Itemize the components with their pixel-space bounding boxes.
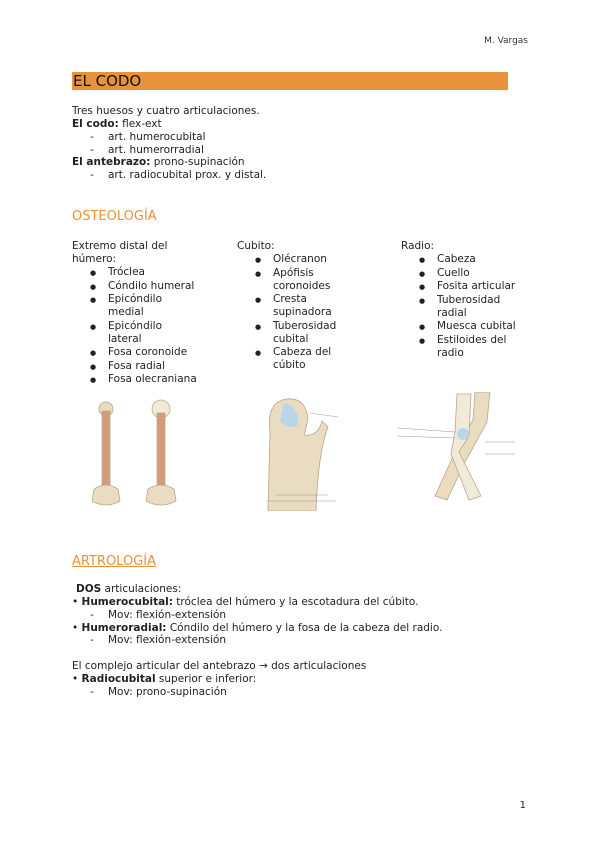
list-item: ● Fosa coronoide: [90, 346, 200, 359]
humeroradial-line: • Humeroradial: Cóndilo del húmero y la fosa de la cabeza del radio.: [72, 622, 443, 634]
list-item: ● Olécranon: [255, 253, 350, 266]
humeroradial-mov: - Mov: flexión-extensión: [90, 634, 227, 646]
col-cubito-title: Cubito:: [237, 240, 275, 252]
list-item: ● Tuberosidad radial: [419, 294, 513, 320]
articulaciones-count: DOS articulaciones:: [76, 583, 182, 595]
complejo-line: El complejo articular del antebrazo → dos articulaciones: [72, 660, 367, 672]
list-item: ● Cuello: [419, 267, 529, 280]
col-humero-title: Extremo distal del húmero:: [72, 240, 168, 265]
humerocubital-line: • Humerocubital: tróclea del húmero y la escotadura del cúbito.: [72, 596, 419, 608]
list-item: ● Fosa radial: [90, 360, 200, 373]
osteologia-heading: OSTEOLOGÍA: [72, 209, 157, 224]
list-item: ● Fosita articular: [419, 280, 529, 293]
artrologia-heading: ARTROLOGÍA: [72, 554, 156, 569]
list-item: ● Epicóndilo lateral: [90, 320, 170, 346]
list-item: ● Fosa olecraniana: [90, 373, 200, 386]
radius-ulna-illustration: [395, 392, 520, 504]
antebrazo-label: El antebrazo:: [72, 156, 151, 168]
radiocubital-line: • Radiocubital superior e inferior:: [72, 673, 257, 685]
radio-list: [419, 253, 529, 360]
list-item: ● Cabeza: [419, 253, 529, 266]
codo-label: El codo:: [72, 118, 119, 130]
humero-list: [90, 266, 200, 387]
list-item: ● Tuberosidad cubital: [255, 320, 345, 346]
list-item: ● Muesca cubital: [419, 320, 529, 333]
cubito-list: [255, 253, 350, 373]
col-radio-title: Radio:: [401, 240, 435, 252]
list-item: ● Cabeza del cúbito: [255, 346, 335, 372]
humerocubital-mov: - Mov: flexión-extensión: [90, 609, 227, 621]
antebrazo-line: [72, 156, 245, 169]
antebrazo-text: prono-supinación: [150, 156, 245, 168]
list-item: ● Tróclea: [90, 266, 200, 279]
author-name: M. Vargas: [484, 36, 528, 46]
list-item: ● Estiloides del radio: [419, 334, 513, 360]
ulna-illustration: [258, 391, 353, 511]
list-item: ● Cóndilo humeral: [90, 280, 200, 293]
codo-line: [72, 118, 162, 131]
codo-item: - art. humerorradial: [90, 144, 204, 156]
list-item: ● Apófisis coronoides: [255, 267, 333, 293]
list-item: ● Epicóndilo medial: [90, 293, 170, 319]
codo-item: - art. humerocubital: [90, 131, 206, 143]
page-number: 1: [519, 800, 526, 811]
codo-text: flex-ext: [118, 118, 162, 130]
antebrazo-item: - art. radiocubital prox. y distal.: [90, 169, 267, 181]
page-title: EL CODO: [73, 72, 142, 90]
intro-line: Tres huesos y cuatro articulaciones.: [72, 105, 260, 117]
humerus-illustration: [88, 397, 194, 512]
radiocubital-mov: - Mov: prono-supinación: [90, 686, 227, 698]
list-item: ● Cresta supinadora: [255, 293, 333, 319]
